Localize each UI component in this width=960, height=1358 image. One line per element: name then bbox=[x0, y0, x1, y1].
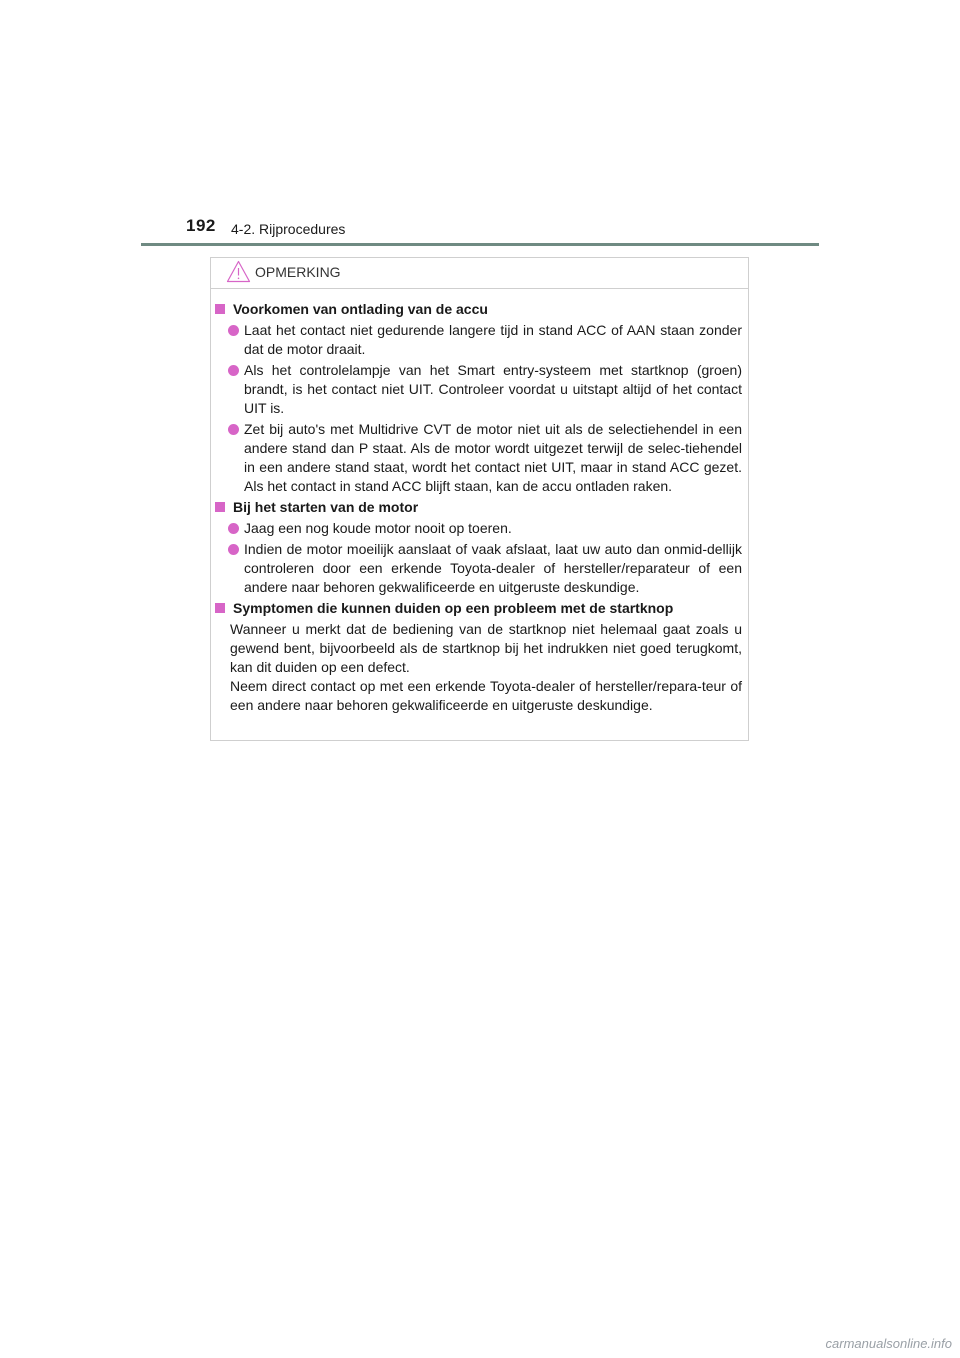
list-item bbox=[211, 361, 748, 418]
list-item bbox=[211, 519, 748, 538]
paragraph-group bbox=[211, 620, 748, 715]
block-heading bbox=[214, 498, 748, 517]
notice-box bbox=[210, 257, 749, 741]
list-item-text: Zet bij auto's met Multidrive CVT de motor niet uit als de selectiehendel in een andere stand dan P staat. Als de motor wordt uitgezet terwijl de selec-tiehendel in een andere stand staat, wordt het contact niet UIT, maar in stand ACC gezet. Als het contact in stand ACC blijft staan, kan de accu ontladen raken. bbox=[244, 421, 742, 494]
block-heading-text: Bij het starten van de motor bbox=[233, 499, 419, 515]
round-bullet-icon bbox=[228, 365, 239, 376]
paragraph: Neem direct contact op met een erkende Toyota-dealer of hersteller/repara-teur of een andere naar behoren gekwalificeerde en uitgeruste deskundige. bbox=[230, 678, 742, 713]
notice-body bbox=[211, 300, 748, 715]
round-bullet-icon bbox=[228, 523, 239, 534]
list-item-text: Als het controlelampje van het Smart entry-systeem met startknop (groen) brandt, is het contact niet UIT. Controleer voordat u uitstapt altijd of het contact UIT is. bbox=[244, 362, 742, 416]
block-heading-text: Voorkomen van ontlading van de accu bbox=[233, 301, 488, 317]
list-item-text: Jaag een nog koude motor nooit op toeren. bbox=[244, 520, 512, 536]
square-bullet-icon bbox=[215, 502, 225, 512]
square-bullet-icon bbox=[215, 603, 225, 613]
section-title: 4-2. Rijprocedures bbox=[231, 221, 346, 237]
block-heading bbox=[214, 599, 748, 618]
page-number: 192 bbox=[186, 216, 216, 235]
list-item bbox=[211, 540, 748, 597]
round-bullet-icon bbox=[228, 325, 239, 336]
warning-triangle-icon bbox=[226, 260, 251, 283]
header-divider bbox=[141, 243, 819, 246]
notice-title: OPMERKING bbox=[255, 264, 341, 280]
round-bullet-icon bbox=[228, 424, 239, 435]
list-item-text: Laat het contact niet gedurende langere tijd in stand ACC of AAN staan zonder dat de motor draait. bbox=[244, 322, 742, 357]
block-heading bbox=[214, 300, 748, 319]
list-item bbox=[211, 321, 748, 359]
watermark: carmanualsonline.info bbox=[825, 1336, 952, 1351]
round-bullet-icon bbox=[228, 544, 239, 555]
list-item bbox=[211, 420, 748, 496]
square-bullet-icon bbox=[215, 304, 225, 314]
paragraph: Wanneer u merkt dat de bediening van de startknop niet helemaal gaat zoals u gewend bent, bijvoorbeeld als de startknop bij het indrukken niet goed terugkomt, kan dit duiden op een defect. bbox=[230, 621, 742, 675]
block-heading-text: Symptomen die kunnen duiden op een probleem met de startknop bbox=[233, 600, 674, 616]
list-item-text: Indien de motor moeilijk aanslaat of vaak afslaat, laat uw auto dan onmid-dellijk controleren door een erkende Toyota-dealer of hersteller/reparateur of een andere naar behoren gekwalificeerde en uitgeruste deskundige. bbox=[244, 541, 742, 595]
notice-header bbox=[211, 258, 748, 289]
